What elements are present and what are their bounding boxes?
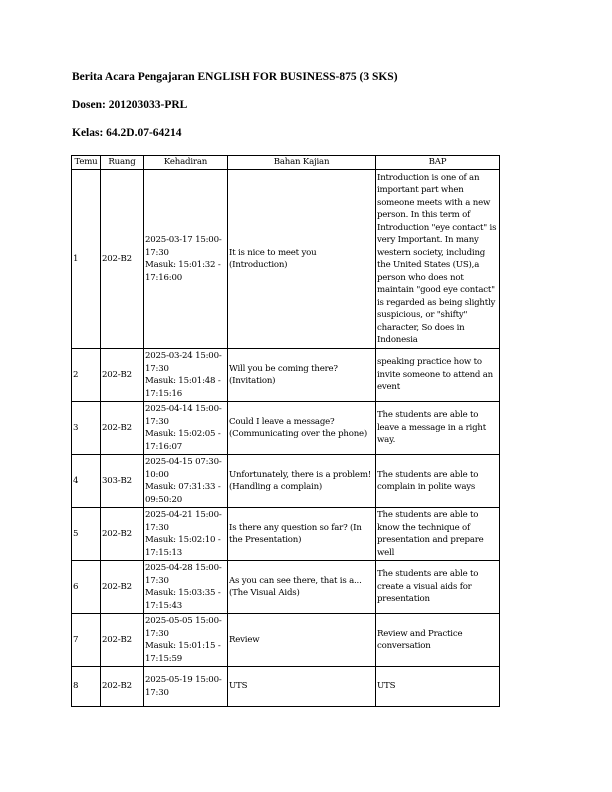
cell-bap: The students are able to leave a message in a right way.	[376, 402, 500, 455]
cell-ruang: 202-B2	[101, 508, 144, 561]
cell-bahan-kajian: It is nice to meet you (Introduction)	[228, 170, 376, 349]
cell-bap: Review and Practice conversation	[376, 614, 500, 667]
document-title: Berita Acara Pengajaran ENGLISH FOR BUSINESS-875 (3 SKS)	[72, 71, 398, 83]
cell-ruang: 202-B2	[101, 667, 144, 707]
cell-bahan-kajian: Review	[228, 614, 376, 667]
lecturer-line: Dosen: 201203033-PRL	[72, 99, 188, 111]
cell-ruang: 303-B2	[101, 455, 144, 508]
col-header-bahan-kajian: Bahan Kajian	[228, 156, 376, 170]
cell-temu: 8	[72, 667, 101, 707]
cell-kehadiran: 2025-05-05 15:00-17:30 Masuk: 15:01:15 - 17:15:59	[144, 614, 228, 667]
table-row	[72, 455, 500, 508]
table-row	[72, 614, 500, 667]
cell-bap: The students are able to create a visual aids for presentation	[376, 561, 500, 614]
cell-bap: UTS	[376, 667, 500, 707]
col-header-temu: Temu	[72, 156, 101, 170]
table-row	[72, 402, 500, 455]
cell-bahan-kajian: Unfortunately, there is a problem! (Handling a complain)	[228, 455, 376, 508]
cell-bahan-kajian: Could I leave a message? (Communicating over the phone)	[228, 402, 376, 455]
cell-temu: 3	[72, 402, 101, 455]
cell-temu: 7	[72, 614, 101, 667]
cell-temu: 6	[72, 561, 101, 614]
table-row	[72, 508, 500, 561]
cell-ruang: 202-B2	[101, 349, 144, 402]
attendance-table	[71, 155, 500, 707]
cell-bap: The students are able to know the technique of presentation and prepare well	[376, 508, 500, 561]
table-row	[72, 561, 500, 614]
cell-ruang: 202-B2	[101, 402, 144, 455]
cell-kehadiran: 2025-05-19 15:00-17:30	[144, 667, 228, 707]
table-row	[72, 667, 500, 707]
cell-bahan-kajian: Is there any question so far? (In the Presentation)	[228, 508, 376, 561]
cell-temu: 5	[72, 508, 101, 561]
cell-ruang: 202-B2	[101, 614, 144, 667]
cell-kehadiran: 2025-04-15 07:30-10:00 Masuk: 07:31:33 - 09:50:20	[144, 455, 228, 508]
col-header-ruang: Ruang	[101, 156, 144, 170]
col-header-bap: BAP	[376, 156, 500, 170]
cell-temu: 2	[72, 349, 101, 402]
cell-bahan-kajian: Will you be coming there? (Invitation)	[228, 349, 376, 402]
table-row	[72, 349, 500, 402]
cell-bap: speaking practice how to invite someone to attend an event	[376, 349, 500, 402]
cell-bahan-kajian: UTS	[228, 667, 376, 707]
table-header-row	[72, 156, 500, 170]
cell-temu: 4	[72, 455, 101, 508]
cell-bahan-kajian: As you can see there, that is a... (The Visual Aids)	[228, 561, 376, 614]
cell-ruang: 202-B2	[101, 561, 144, 614]
cell-kehadiran: 2025-04-14 15:00-17:30 Masuk: 15:02:05 - 17:16:07	[144, 402, 228, 455]
table-row	[72, 170, 500, 349]
cell-bap: Introduction is one of an important part when someone meets with a new person. In this term of Introduction "eye contact" is very Important. In many western society, including the United States (US),a person who does not maintain "good eye contact" is regarded as being slightly suspicious, or "shifty" character, So does in Indonesia	[376, 170, 500, 349]
cell-kehadiran: 2025-03-24 15:00-17:30 Masuk: 15:01:48 - 17:15:16	[144, 349, 228, 402]
cell-ruang: 202-B2	[101, 170, 144, 349]
cell-kehadiran: 2025-03-17 15:00-17:30 Masuk: 15:01:32 - 17:16:00	[144, 170, 228, 349]
cell-kehadiran: 2025-04-21 15:00-17:30 Masuk: 15:02:10 - 17:15:13	[144, 508, 228, 561]
class-line: Kelas: 64.2D.07-64214	[72, 127, 182, 139]
cell-bap: The students are able to complain in polite ways	[376, 455, 500, 508]
col-header-kehadiran: Kehadiran	[144, 156, 228, 170]
cell-kehadiran: 2025-04-28 15:00-17:30 Masuk: 15:03:35 - 17:15:43	[144, 561, 228, 614]
cell-temu: 1	[72, 170, 101, 349]
